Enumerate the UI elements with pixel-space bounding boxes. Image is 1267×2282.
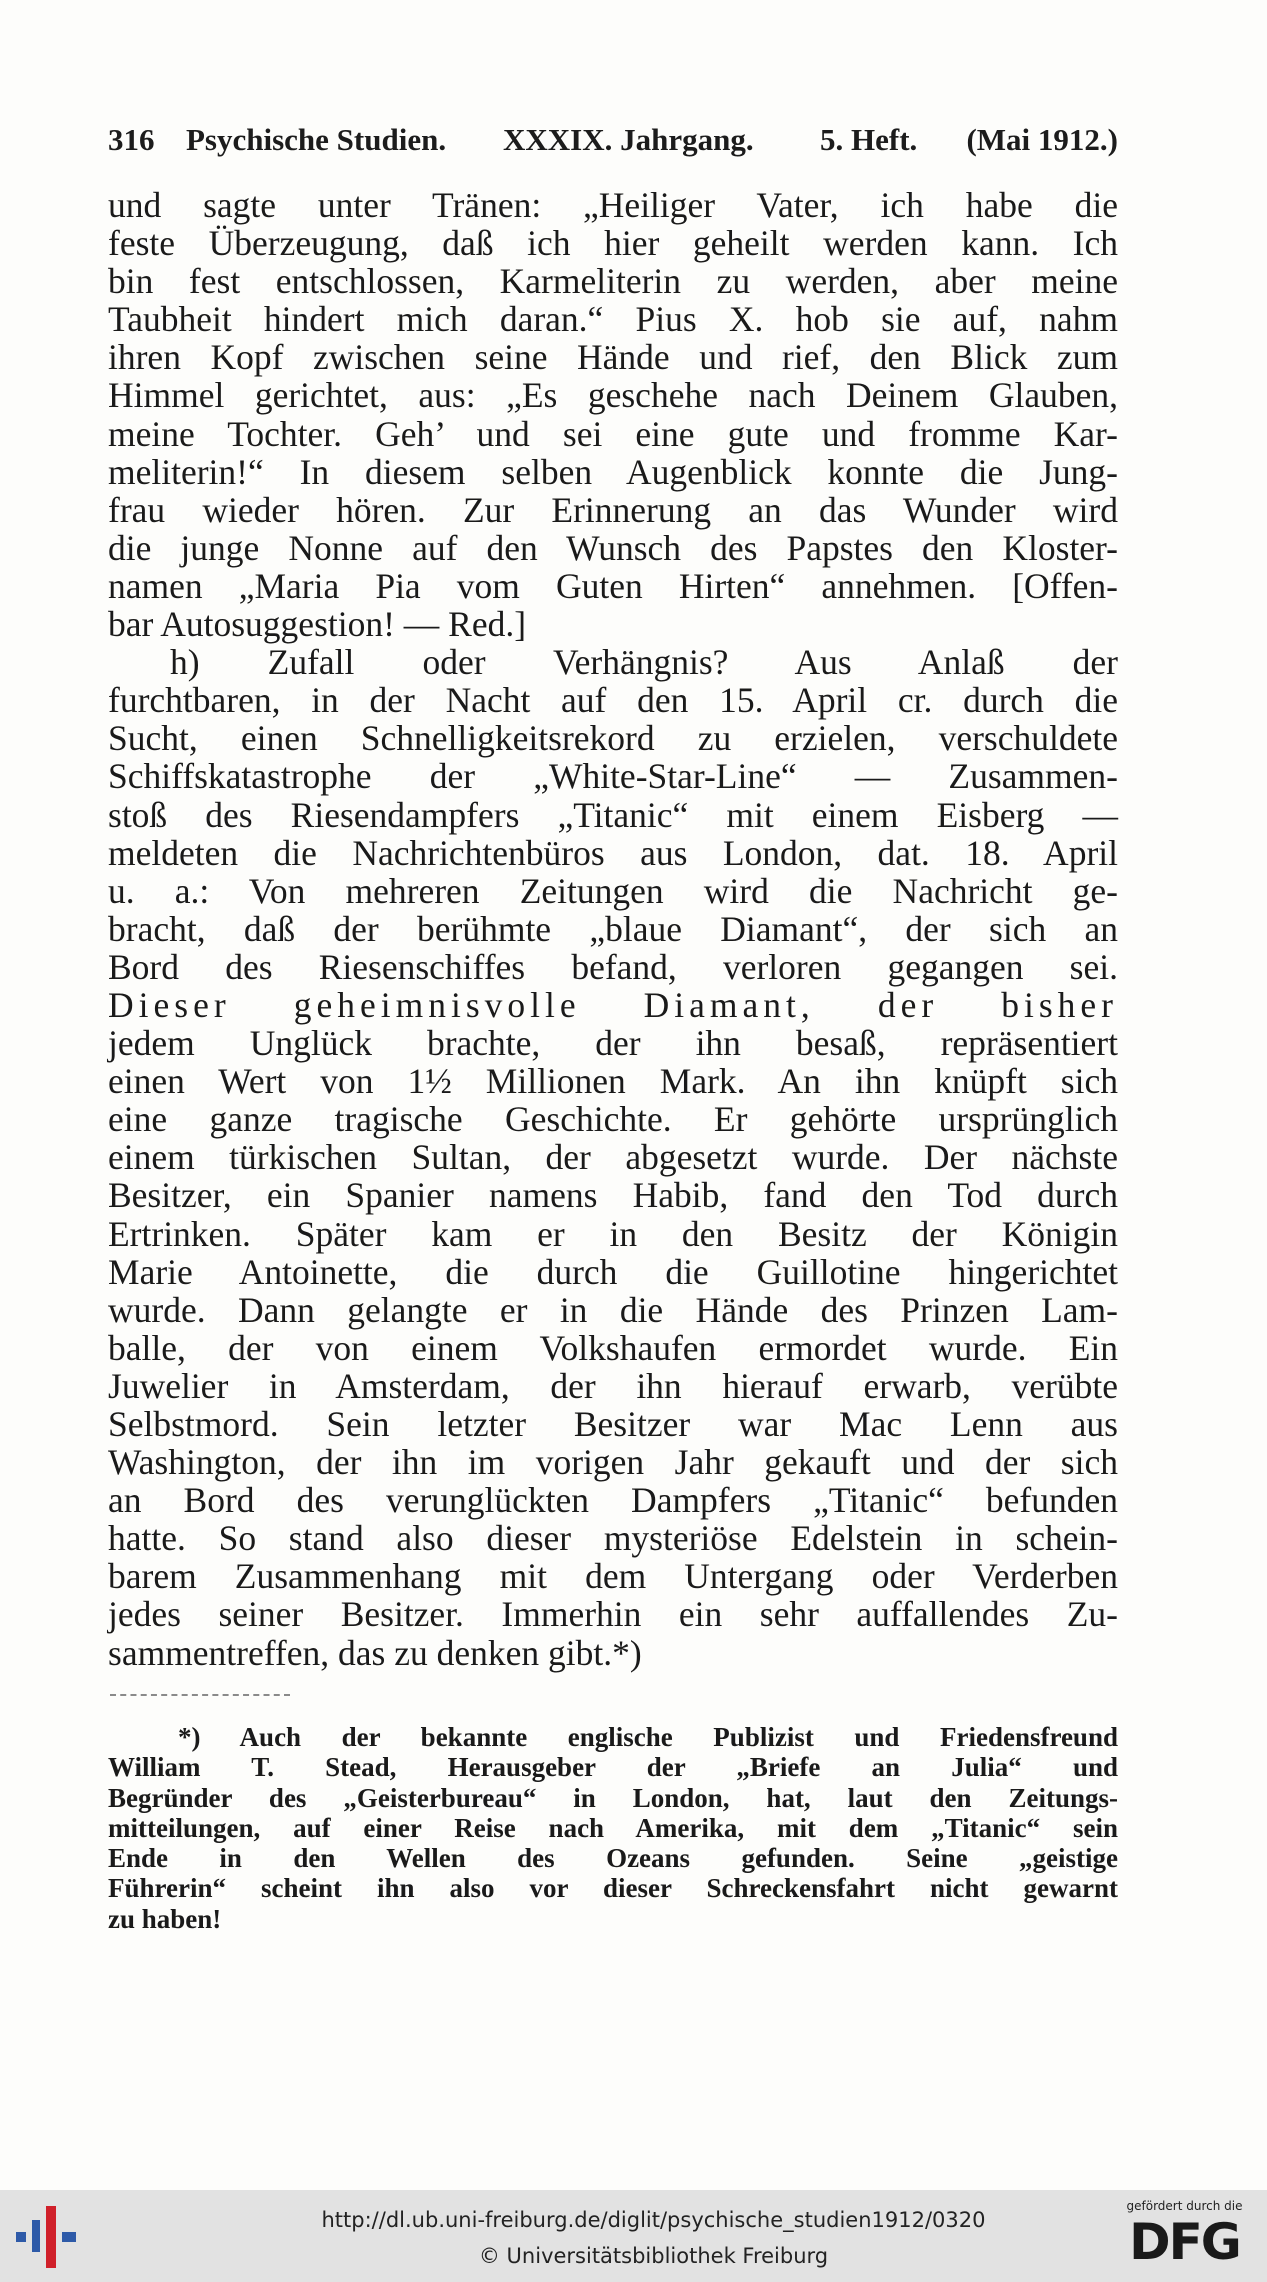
text-line: hatte. So stand also dieser mysteriöse Edelstein in schein-: [108, 1518, 1118, 1559]
dfg-logo: DFG: [1129, 2213, 1240, 2271]
text-line: feste Überzeugung, daß ich hier geheilt werden kann. Ich: [108, 223, 1118, 264]
text-line: meldeten die Nachrichtenbüros aus London, dat. 18. April: [108, 832, 1118, 873]
volume-label: XXXIX. Jahrgang.: [503, 122, 754, 157]
footnote-line: Begründer des „Geisterbureau“ in London, hat, laut den Zeitungs-: [108, 1782, 1118, 1813]
text-line: meliterin!“ In diesem selben Augenblick konnte die Jung-: [108, 451, 1118, 492]
text-line: Schiffskatastrophe der „White-Star-Line“ — Zusammen-: [108, 756, 1118, 797]
footnote-line: mitteilungen, auf einer Reise nach Amerika, mit dem „Titanic“ sein: [108, 1812, 1118, 1843]
text-line: Dieser geheimnisvolle Diamant, der bisher: [108, 984, 1118, 1025]
text-line: meine Tochter. Geh’ und sei eine gute und fromme Kar-: [108, 413, 1118, 454]
running-header: [108, 118, 1118, 162]
section-heading-line: h) Zufall oder Verhängnis? Aus Anlaß der: [170, 642, 1118, 683]
text-line: balle, der von einem Volkshaufen ermordet wurde. Ein: [108, 1327, 1118, 1368]
text-line: Sucht, einen Schnelligkeitsrekord zu erzielen, verschuldete: [108, 718, 1118, 759]
text-line: bin fest entschlossen, Karmeliterin zu werden, aber meine: [108, 261, 1118, 302]
issue-date: (Mai 1912.): [966, 122, 1118, 157]
footnote-line: Ende in den Wellen des Ozeans gefunden. Seine „geistige: [108, 1843, 1118, 1874]
funder-badge: [1112, 2198, 1257, 2276]
text-line: bracht, daß der berühmte „blaue Diamant“, der sich an: [108, 908, 1118, 949]
text-line: bar Autosuggestion! — Red.]: [108, 604, 527, 645]
text-line: einem türkischen Sultan, der abgesetzt wurde. Der nächste: [108, 1137, 1118, 1178]
footnote-line: William T. Stead, Herausgeber der „Briefe an Julia“ und: [108, 1752, 1118, 1783]
text-line: und sagte unter Tränen: „Heiliger Vater, ich habe die: [108, 185, 1118, 225]
logo-bar: [16, 2232, 26, 2242]
text-line: Himmel gerichtet, aus: „Es geschehe nach Deinem Glauben,: [108, 375, 1118, 416]
text-line: frau wieder hören. Zur Erinnerung an das Wunder wird: [108, 489, 1118, 530]
viewer-footer: [0, 2190, 1267, 2282]
logo-bar: [62, 2232, 76, 2242]
text-line: furchtbaren, in der Nacht auf den 15. April cr. durch die: [108, 680, 1118, 721]
text-line: u. a.: Von mehreren Zeitungen wird die Nachricht ge-: [108, 870, 1118, 911]
text-line: Besitzer, ein Spanier namens Habib, fand den Tod durch: [108, 1175, 1118, 1216]
text-line: Washington, der ihn im vorigen Jahr gekauft und der sich: [108, 1442, 1118, 1483]
copyright-notice: © Universitätsbibliothek Freiburg: [478, 2244, 829, 2268]
journal-title: Psychische Studien.: [186, 122, 447, 157]
text-line: sammentreffen, das zu denken gibt.*): [108, 1632, 642, 1673]
text-line: Selbstmord. Sein letzter Besitzer war Mac Lenn aus: [108, 1404, 1118, 1444]
text-line: jedem Unglück brachte, der ihn besaß, repräsentiert: [108, 1023, 1118, 1064]
text-line: ihren Kopf zwischen seine Hände und rief, den Blick zum: [108, 337, 1118, 378]
issue-label: 5. Heft.: [820, 122, 918, 157]
footnote-line: Führerin“ scheint ihn also vor dieser Schreckensfahrt nicht gewarnt: [108, 1873, 1118, 1904]
permalink[interactable]: http://dl.ub.uni-freiburg.de/diglit/psychische_studien1912/0320: [321, 2208, 986, 2232]
text-line: Taubheit hindert mich daran.“ Pius X. hob sie auf, nahm: [108, 299, 1118, 340]
text-line: Bord des Riesenschiffes befand, verloren gegangen sei.: [108, 946, 1118, 987]
text-line: stoß des Riesendampfers „Titanic“ mit einem Eisberg —: [108, 794, 1118, 835]
text-line: die junge Nonne auf den Wunsch des Papstes den Kloster-: [108, 527, 1118, 568]
page-number: 316: [108, 122, 155, 157]
text-line: an Bord des verunglückten Dampfers „Titanic“ befunden: [108, 1480, 1118, 1521]
text-line: einen Wert von 1½ Millionen Mark. An ihn knüpft sich: [108, 1061, 1118, 1102]
text-line: Ertrinken. Später kam er in den Besitz der Königin: [108, 1213, 1118, 1254]
text-line: barem Zusammenhang mit dem Untergang oder Verderben: [108, 1556, 1118, 1597]
text-line: Juwelier in Amsterdam, der ihn hierauf erwarb, verübte: [108, 1365, 1118, 1406]
footnote: [108, 1722, 1118, 1934]
footnote-separator: [110, 1694, 290, 1696]
text-line: eine ganze tragische Geschichte. Er gehörte ursprünglich: [108, 1099, 1118, 1140]
text-line: wurde. Dann gelangte er in die Hände des Prinzen Lam-: [108, 1289, 1118, 1330]
footnote-line: zu haben!: [108, 1903, 222, 1934]
text-line: namen „Maria Pia vom Guten Hirten“ annehmen. [Offen-: [108, 565, 1118, 606]
text-line: jedes seiner Besitzer. Immerhin ein sehr auffallendes Zu-: [108, 1594, 1118, 1635]
footnote-line: *) Auch der bekannte englische Publizist und Friedensfreund: [178, 1722, 1118, 1752]
funder-caption: gefördert durch die: [1126, 2199, 1243, 2213]
body-text: [108, 186, 1118, 1672]
text-line: Marie Antoinette, die durch die Guillotine hingerichtet: [108, 1251, 1118, 1292]
